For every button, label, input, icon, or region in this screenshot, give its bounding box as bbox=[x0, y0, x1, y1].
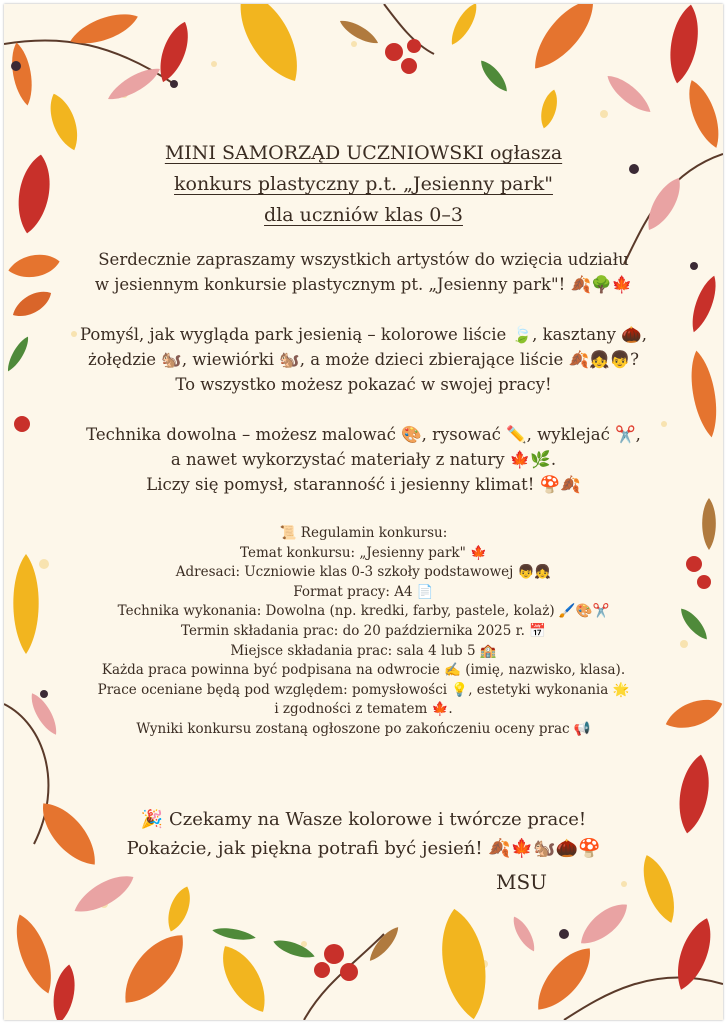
rules-item: i zgodności z tematem 🍁. bbox=[274, 701, 453, 718]
poster-page bbox=[4, 4, 723, 1020]
intro-line: Liczy się pomysł, staranność i jesienny klimat! 🍄🍂 bbox=[146, 475, 581, 494]
paragraph-gap bbox=[64, 297, 663, 322]
rules-item: Adresaci: Uczniowie klas 0-3 szkoły podstawowej 👦👧 bbox=[175, 564, 552, 581]
contest-rules bbox=[54, 524, 673, 740]
intro-line: Technika dowolna – możesz malować 🎨, rysować ✏️, wyklejać ✂️, bbox=[86, 425, 641, 444]
signature: MSU bbox=[496, 870, 548, 894]
title-line: MINI SAMORZĄD UCZNIOWSKI ogłasza bbox=[164, 142, 563, 164]
intro-line: żołędzie 🐿️, wiewiórki 🐿️, a może dzieci zbierające liście 🍂👧👦? bbox=[88, 350, 639, 369]
intro-text bbox=[64, 247, 663, 497]
rules-item: Format pracy: A4 📄 bbox=[293, 583, 434, 600]
closing-text bbox=[54, 805, 673, 863]
title-line: dla uczniów klas 0–3 bbox=[264, 204, 463, 226]
paragraph-gap bbox=[64, 397, 663, 422]
rules-item: Temat konkursu: „Jesienny park" 🍁 bbox=[240, 544, 487, 561]
closing-line: Pokażcie, jak piękna potrafi być jesień! 🍂🍁🐿️🌰🍄 bbox=[126, 838, 601, 859]
rules-item: Każda praca powinna być podpisana na odwrocie ✍️ (imię, nazwisko, klasa). bbox=[101, 662, 626, 679]
rules-item: Wyniki konkursu zostaną ogłoszone po zakończeniu oceny prac 📢 bbox=[136, 720, 591, 737]
intro-line: a nawet wykorzystać materiały z natury 🍁🌿. bbox=[170, 450, 557, 469]
intro-line: Serdecznie zapraszamy wszystkich artystów do wzięcia udziału bbox=[98, 250, 629, 269]
poster-title bbox=[4, 138, 723, 231]
title-line: konkurs plastyczny p.t. „Jesienny park" bbox=[174, 173, 553, 195]
closing-line: 🎉 Czekamy na Wasze kolorowe i twórcze prace! bbox=[140, 809, 587, 830]
intro-line: To wszystko możesz pokazać w swojej pracy! bbox=[175, 375, 552, 394]
rules-item: Technika wykonania: Dowolna (np. kredki, farby, pastele, kolaż) 🖌️🎨✂️ bbox=[117, 603, 610, 620]
rules-item: Termin składania prac: do 20 października 2025 r. 📅 bbox=[180, 622, 546, 639]
rules-item: Miejsce składania prac: sala 4 lub 5 🏫 bbox=[230, 642, 497, 659]
intro-line: Pomyśl, jak wygląda park jesienią – kolorowe liście 🍃, kasztany 🌰, bbox=[79, 325, 648, 344]
rules-heading: 📜 Regulamin konkursu: bbox=[279, 525, 448, 541]
intro-line: w jesiennym konkursie plastycznym pt. „Jesienny park"! 🍂🌳🍁 bbox=[94, 275, 633, 294]
rules-item: Prace oceniane będą pod względem: pomysłowości 💡, estetyki wykonania 🌟 bbox=[97, 681, 630, 698]
